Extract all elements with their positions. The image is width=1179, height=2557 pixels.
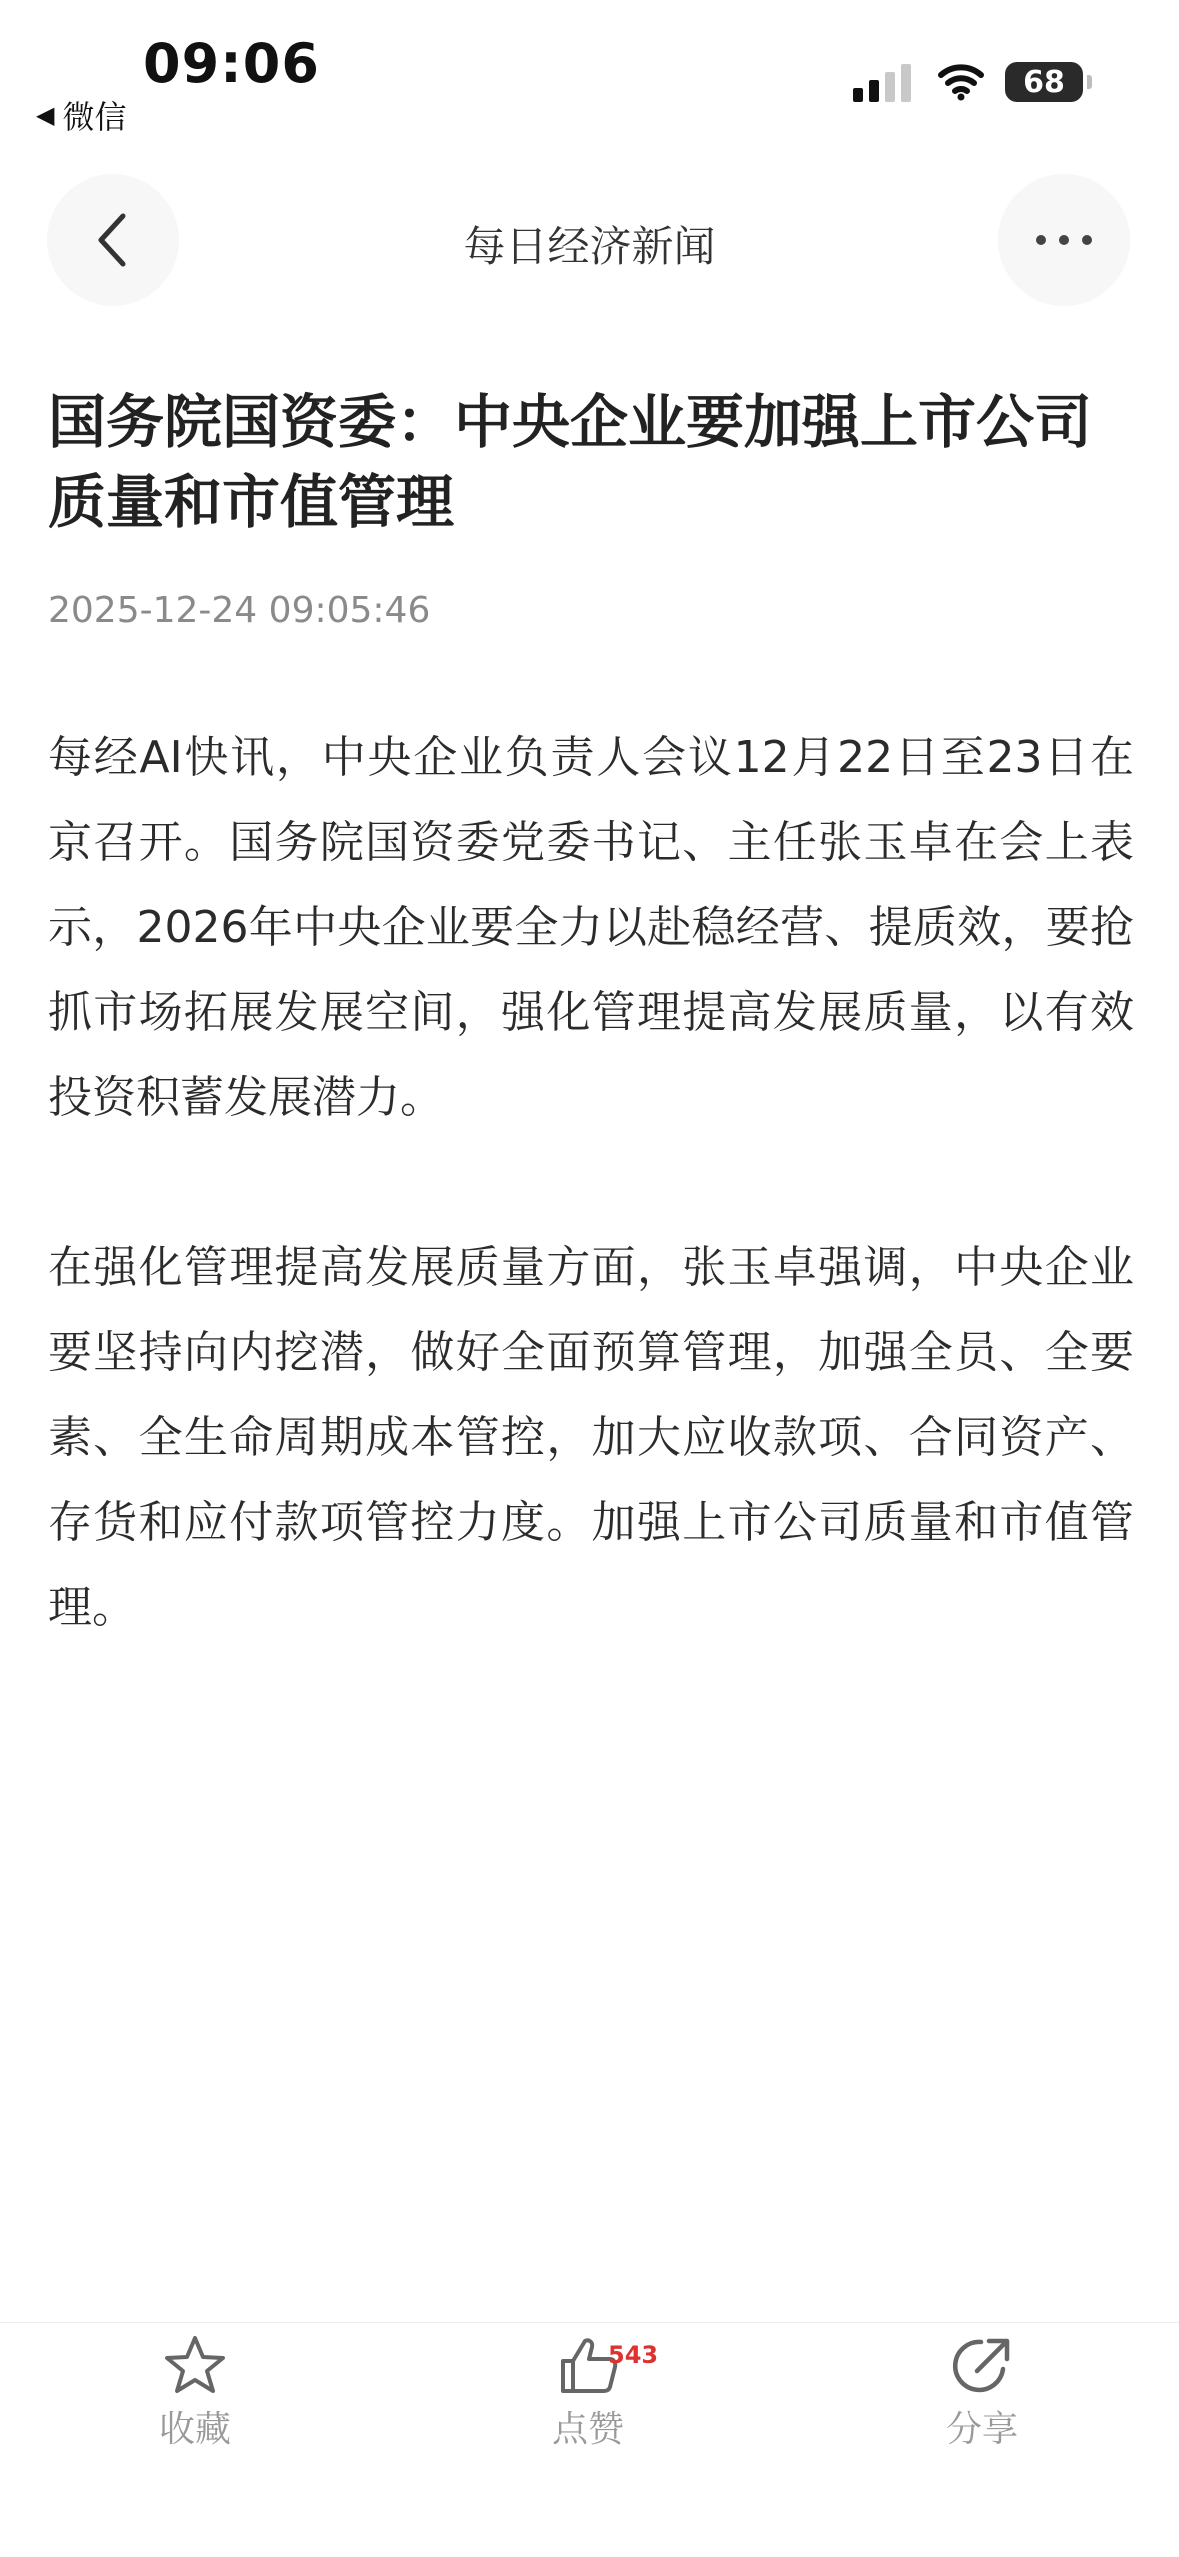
more-button[interactable]: [998, 174, 1130, 306]
share-button[interactable]: [882, 2333, 1082, 2452]
article-title: 国务院国资委：中央企业要加强上市公司质量和市值管理: [48, 388, 1093, 536]
back-app-label: 微信: [62, 98, 127, 136]
bottom-toolbar: [0, 2322, 1179, 2557]
chevron-left-icon: [93, 210, 133, 270]
favorite-label: 收藏: [158, 2409, 231, 2450]
battery-level: 68: [1023, 64, 1065, 100]
article-paragraph: 每经AI快讯，中央企业负责人会议12月22日至23日在京召开。国务院国资委党委书记、主任张玉卓在会上表示，2026年中央企业要全力以赴稳经营、提质效，要抢抓市场拓展发展空间，强化管理提高发展质量，以有效投资积蓄发展潜力。: [48, 732, 1134, 1123]
share-label: 分享: [945, 2409, 1018, 2450]
star-icon: [162, 2333, 228, 2399]
battery-icon: [1005, 62, 1083, 102]
share-icon: [949, 2333, 1015, 2399]
status-indicators: [853, 62, 1083, 102]
back-to-app-link[interactable]: [36, 92, 126, 138]
like-label: 点赞: [551, 2409, 624, 2450]
status-time: 09:06: [143, 32, 320, 95]
like-count-badge: 543: [608, 2341, 659, 2369]
back-button[interactable]: [47, 174, 179, 306]
wifi-icon: [937, 63, 985, 101]
more-horizontal-icon: [1034, 233, 1094, 247]
article-paragraph: 在强化管理提高发展质量方面，张玉卓强调，中央企业要坚持向内挖潜，做好全面预算管理，加强全员、全要素、全生命周期成本管控，加大应收款项、合同资产、存货和应付款项管控力度。加强上市公司质量和市值管理。: [48, 1242, 1134, 1633]
nav-title: 每日经济新闻: [463, 222, 716, 271]
status-bar: [0, 0, 1179, 140]
article-datetime: 2025-12-24 09:05:46: [48, 590, 431, 631]
back-triangle-icon: ◀: [36, 101, 55, 129]
like-button[interactable]: [488, 2333, 688, 2452]
cellular-signal-icon: [853, 62, 911, 102]
favorite-button[interactable]: [95, 2333, 295, 2452]
nav-bar: [0, 170, 1179, 310]
